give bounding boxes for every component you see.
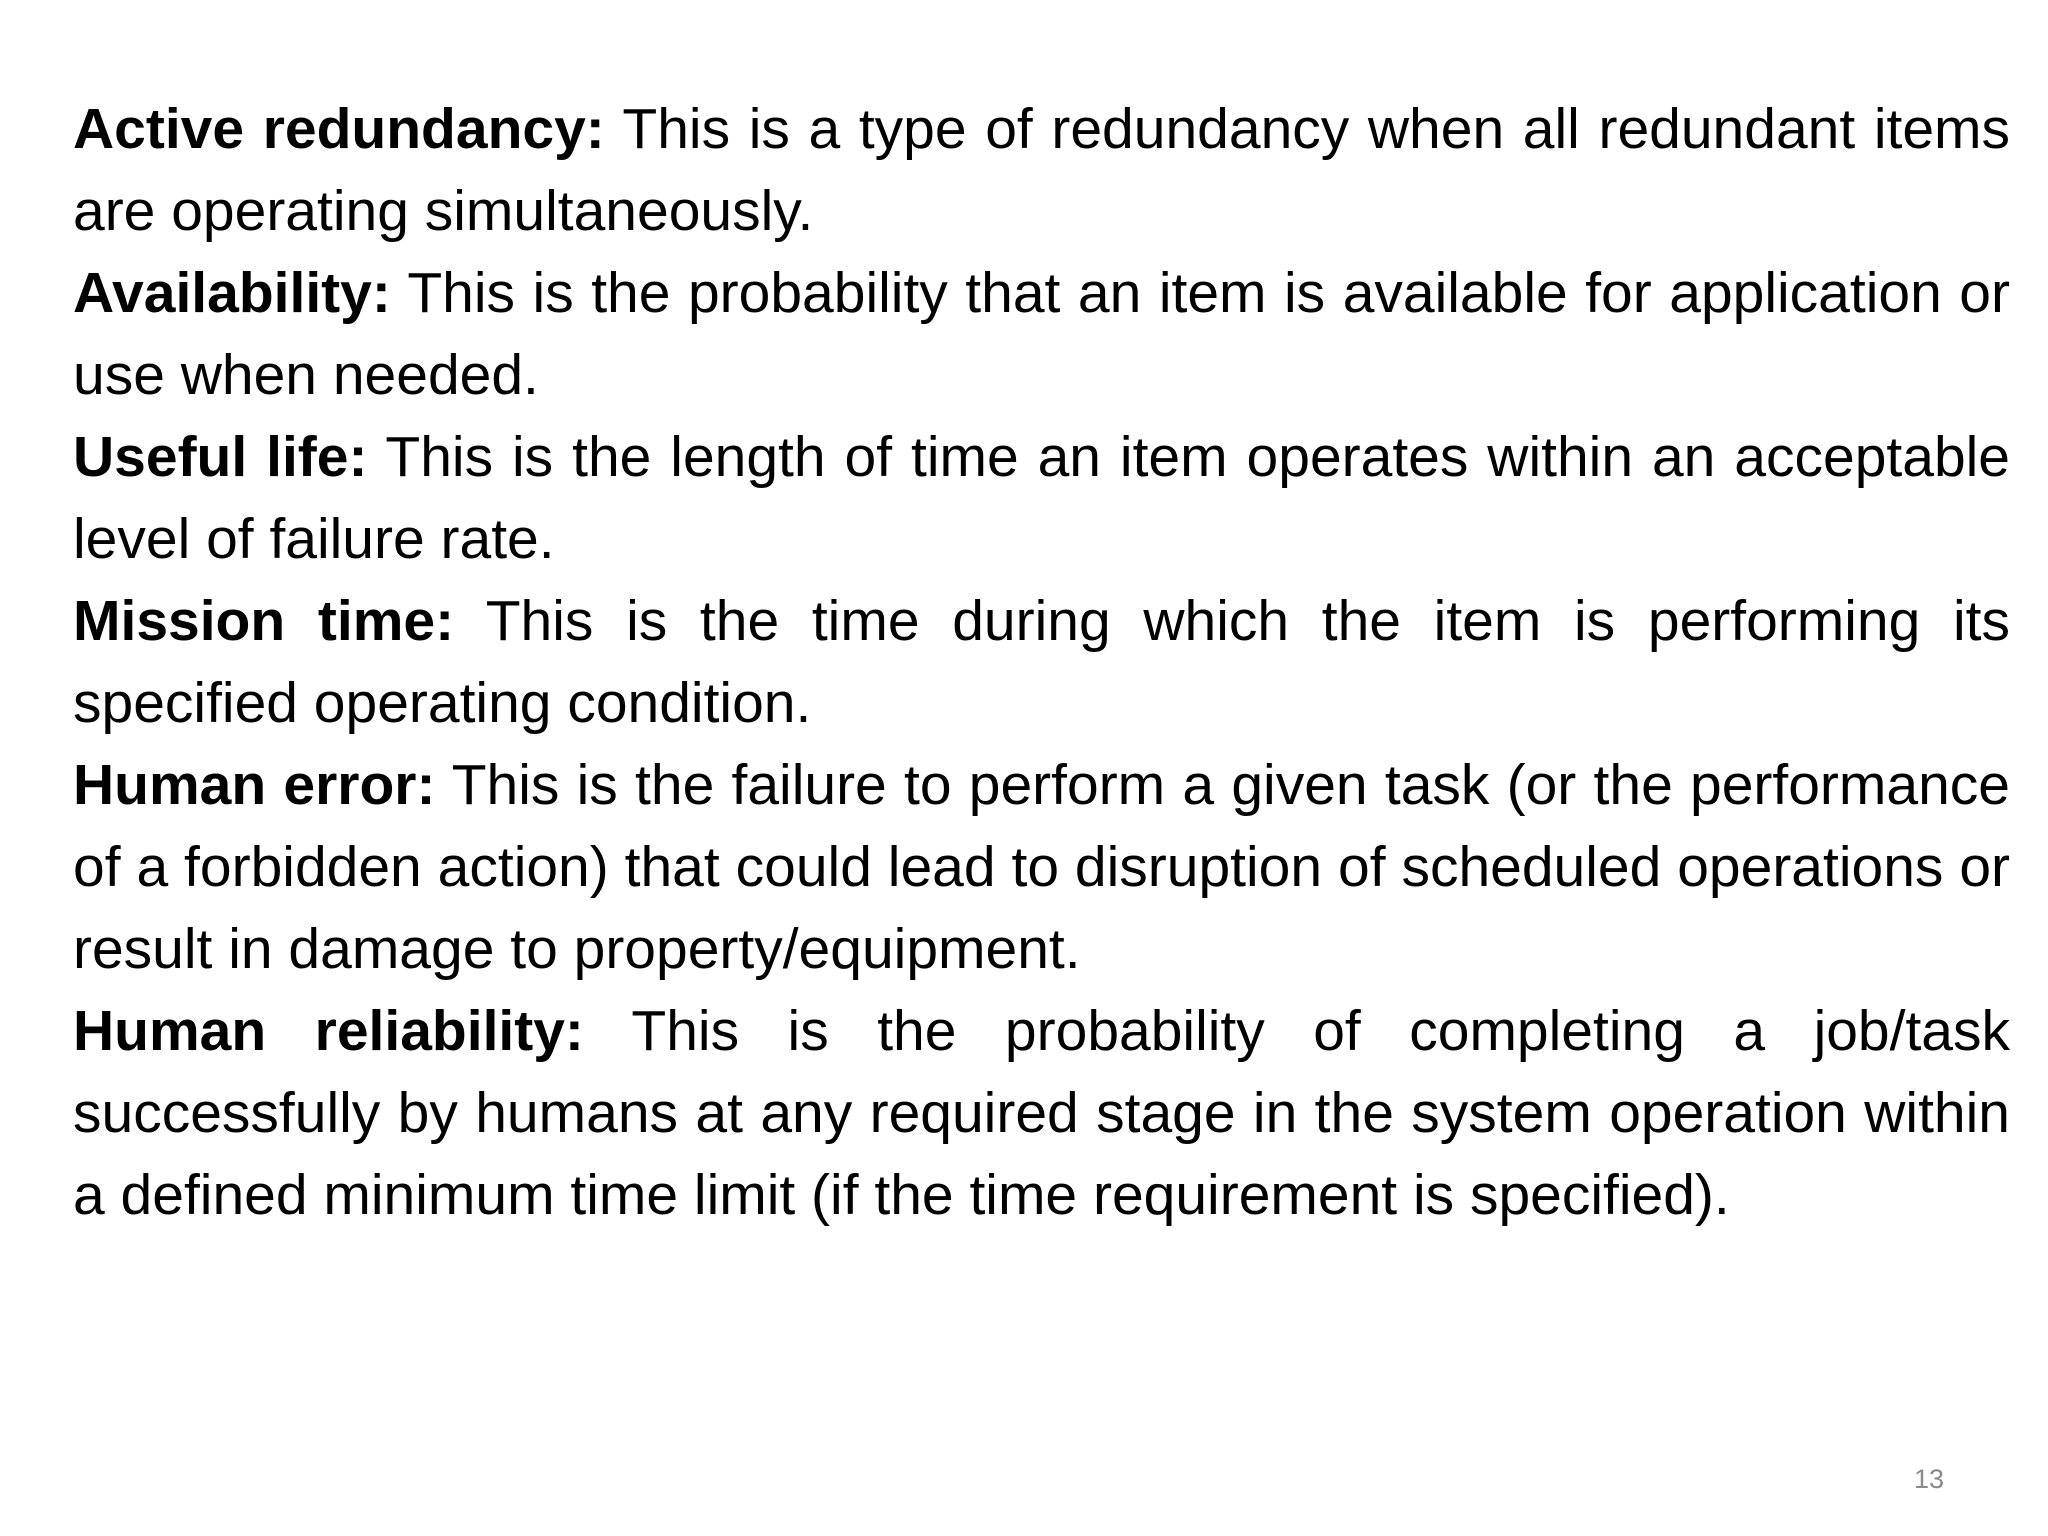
definition-mission-time (73, 580, 2010, 744)
term: Active redundancy: (73, 97, 605, 161)
definition-text: This is the length of time an item operates within an acceptable level of failure rate. (73, 425, 2011, 571)
term: Human error: (73, 753, 436, 817)
definition-text: This is the probability that an item is available for application or use when needed. (73, 261, 2010, 407)
term: Human reliability: (73, 999, 584, 1063)
definition-useful-life (73, 416, 2010, 580)
definition-text: This is the failure to perform a given task (or the performance of a forbidden action) that could lead to disruption of scheduled operations or result in damage to property/equipment. (73, 753, 2010, 981)
definition-text: This is the time during which the item is performing its specified operating condition. (73, 589, 2010, 735)
definition-availability (73, 252, 2010, 416)
page-number: 13 (1913, 1464, 1944, 1494)
term: Useful life: (73, 425, 368, 489)
definition-text: This is a type of redundancy when all redundant items are operating simultaneously. (73, 97, 2010, 243)
term: Availability: (73, 261, 391, 325)
term: Mission time: (73, 589, 455, 653)
definition-human-reliability (73, 990, 2010, 1236)
definition-human-error (73, 744, 2010, 990)
definition-text: This is the probability of completing a job/task successfully by humans at any required stage in the system operation within a defined minimum time limit (if the time requirement is specified). (73, 999, 2011, 1227)
definition-active-redundancy (73, 88, 2010, 252)
definitions-list (73, 88, 2010, 1236)
